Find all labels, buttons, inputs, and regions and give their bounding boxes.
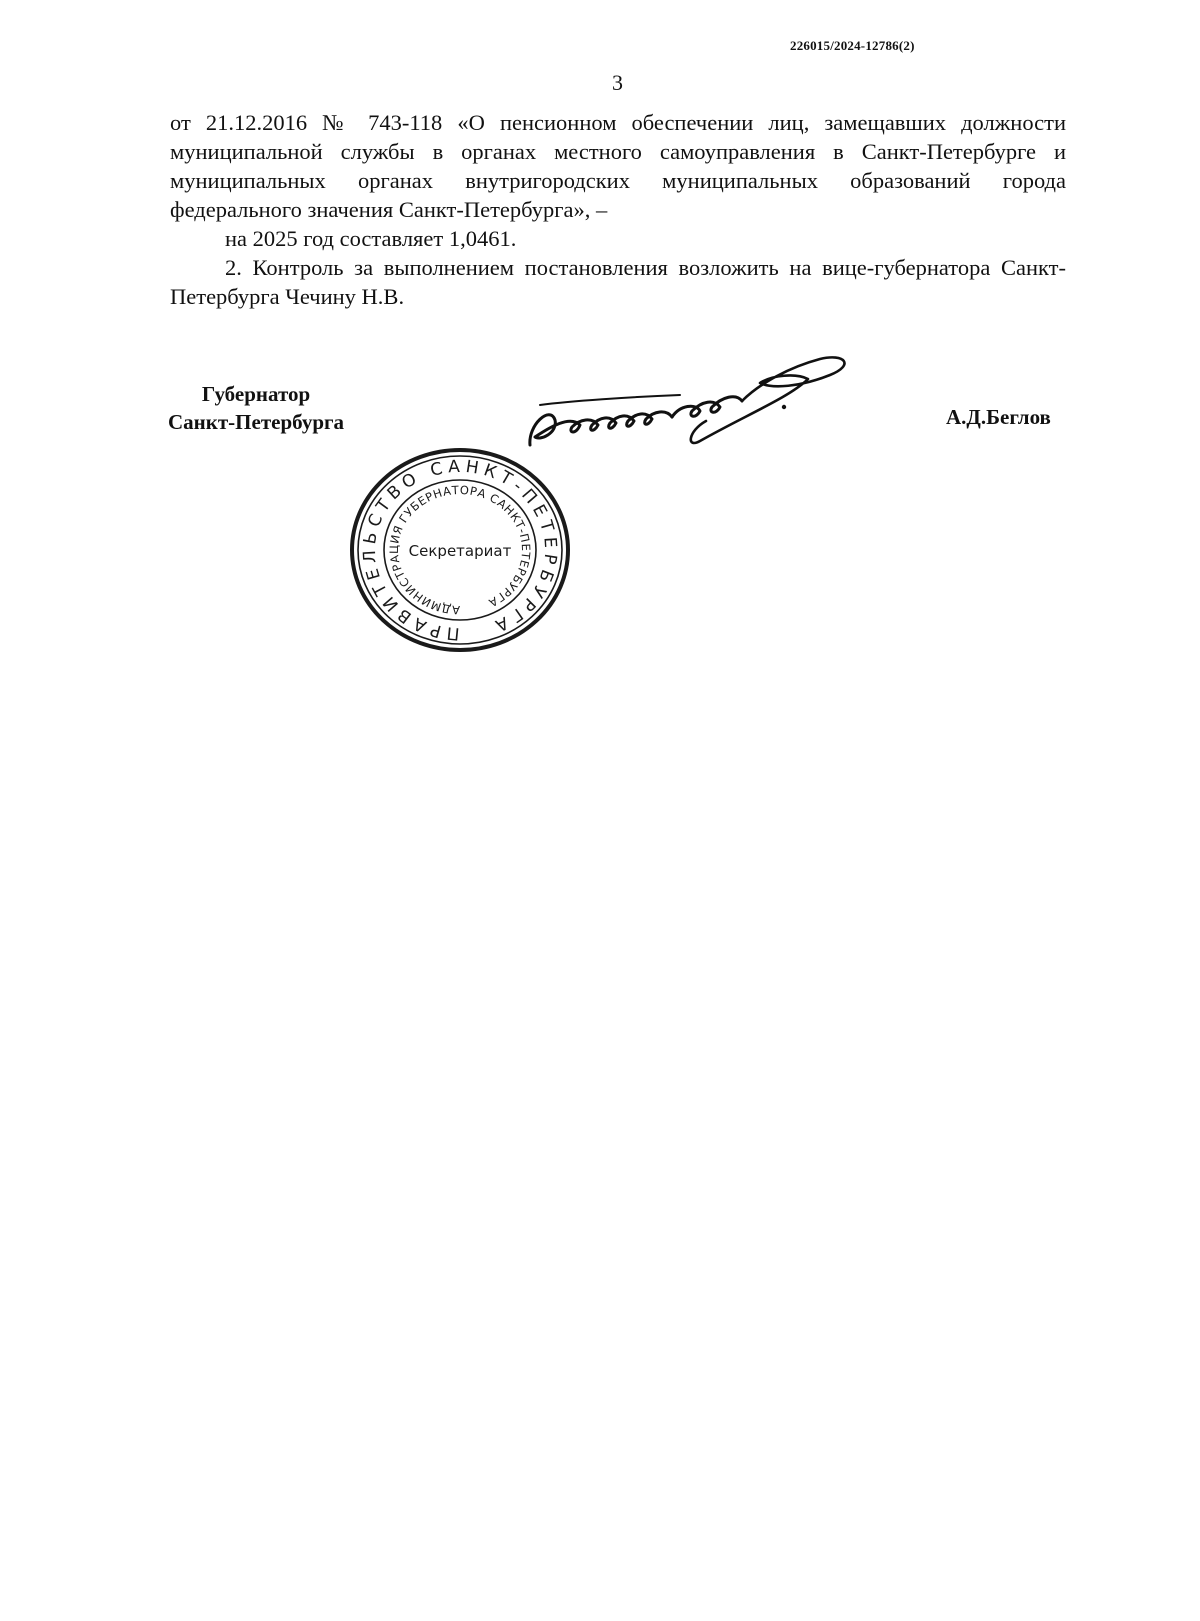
stamp-center-text: Секретариат xyxy=(408,542,512,560)
document-body xyxy=(170,108,1066,311)
signer-position xyxy=(168,380,344,436)
stamp-inner-text: АДМИНИСТРАЦИЯ ГУБЕРНАТОРА САНКТ-ПЕТЕРБУРГА xyxy=(386,482,534,618)
signer-position-line-2: Санкт-Петербурга xyxy=(168,410,345,434)
registration-number: 226015/2024-12786(2) xyxy=(790,38,915,53)
body-paragraph-1: от 21.12.2016 № 743-118 «О пенсионном обеспечении лиц, замещавших должности муниципальной службы в органах местного самоуправления в Санкт-Петербурге и муниципальных органах внутригородских муниципальных образований города федерального значения Санкт-Петербурга», – xyxy=(170,110,1066,222)
page-number: 3 xyxy=(612,70,623,95)
body-paragraph-2: на 2025 год составляет 1,0461. xyxy=(225,226,517,251)
body-paragraph-3: 2. Контроль за выполнением постановления возложить на вице-губернатора Санкт-Петербурга Чечину Н.В. xyxy=(170,255,1066,309)
signer-name: А.Д.Беглов xyxy=(946,405,1051,429)
handwritten-signature xyxy=(510,345,860,455)
signer-position-line-1: Губернатор xyxy=(201,382,311,406)
stamp-outer-text: ПРАВИТЕЛЬСТВО САНКТ-ПЕТЕРБУРГА xyxy=(359,456,561,644)
official-stamp xyxy=(340,440,580,660)
